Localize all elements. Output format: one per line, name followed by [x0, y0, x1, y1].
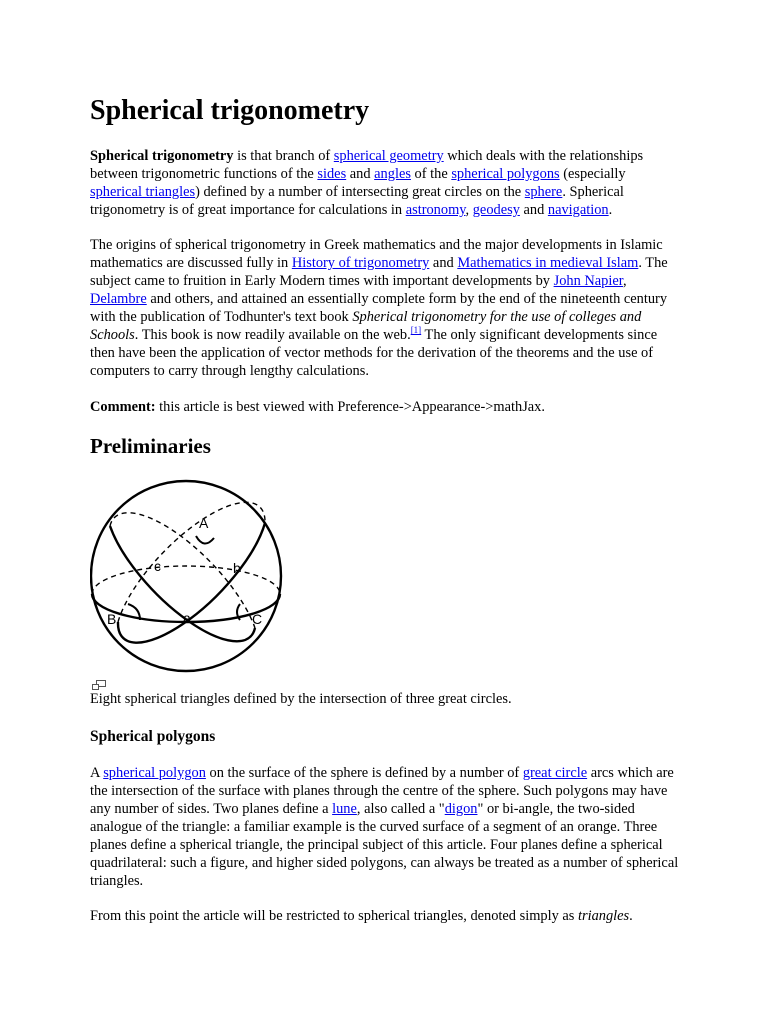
- intro-paragraph: Spherical trigonometry is that branch of spherical geometry which deals with the relationships between trigonometric functions of the sides and angles of the spherical polygons (especially spherical triangles) defined by a number of intersecting great circles on the sphere. Spherical trigonometry is of great importance for calculations in astronomy, geodesy and navigation.: [90, 148, 644, 218]
- figure-caption: Eight spherical triangles defined by the intersection of three great circles.: [90, 691, 512, 707]
- link-sides[interactable]: sides: [317, 166, 347, 182]
- angle-arc-c: [237, 604, 240, 620]
- great-circle-ab-front-arc: [118, 523, 265, 643]
- triangles-emphasis: triangles: [577, 908, 630, 924]
- comment-paragraph: Comment: this article is best viewed with Preference->Appearance->mathJax.: [90, 399, 545, 415]
- link-spherical-geometry[interactable]: spherical geometry: [333, 148, 444, 164]
- link-spherical-polygons[interactable]: spherical polygons: [451, 166, 560, 182]
- vertex-label-c: C: [252, 611, 263, 627]
- reference-link[interactable]: [1]: [410, 325, 422, 336]
- section-heading-spherical-polygons: Spherical polygons: [90, 728, 216, 745]
- section-heading-preliminaries: Preliminaries: [90, 434, 211, 458]
- side-label-b: b: [233, 560, 241, 576]
- link-spherical-polygon[interactable]: spherical polygon: [103, 765, 206, 781]
- restriction-paragraph: From this point the article will be restricted to spherical triangles, denoted simply as triangles.: [90, 908, 633, 924]
- link-astronomy[interactable]: astronomy: [405, 202, 466, 218]
- link-history-of-trigonometry[interactable]: History of trigonometry: [291, 255, 430, 271]
- polygons-paragraph: A spherical polygon on the surface of the sphere is defined by a number of great circle arcs which are the intersection of the surface with planes through the centre of the sphere. Such polygons may have any number of sides. Two planes define a lune, also called a "digon" or bi-angle, the two-sided analogue of the triangle: a familiar example is the curved surface of a segment of an orange. Three planes define a spherical triangle, the principal subject of this article. Four planes define a spherical quadrilateral: such a figure, and higher sided polygons, can always be treated as a number of spherical triangles.: [90, 765, 679, 889]
- comment-label: Comment:: [90, 399, 156, 415]
- great-circle-bc-back: [92, 566, 280, 594]
- intro-term: Spherical trigonometry: [90, 148, 234, 164]
- sphere-outline: [91, 481, 281, 671]
- link-john-napier[interactable]: John Napier: [553, 273, 623, 289]
- origins-paragraph: The origins of spherical trigonometry in Greek mathematics and the major developments in Islamic mathematics are discussed fully in History of trigonometry and Mathematics in medieval Islam. The subject came to fruition in Early Modern times with important developments by John Napier, Delambre and others, and attained an essentially complete form by the end of the nineteenth century with the publication of Todhunter's text book Spherical trigonometry for the use of colleges and Schools. This book is now readily available on the web.[1] The only significant developments since then have been the application of vector methods for the derivation of the theorems and the use of computers to carry through lengthy calculations.: [90, 237, 668, 379]
- link-sphere[interactable]: sphere: [524, 184, 563, 200]
- side-label-a: a: [183, 610, 191, 626]
- side-label-c: c: [154, 558, 161, 574]
- book-title: Spherical trigonometry for the use of colleges and Schools: [90, 309, 642, 343]
- link-mathematics-in-medieval-islam[interactable]: Mathematics in medieval Islam: [457, 255, 639, 271]
- link-lune[interactable]: lune: [332, 801, 357, 817]
- link-angles[interactable]: angles: [374, 166, 411, 182]
- link-navigation[interactable]: navigation: [547, 202, 609, 218]
- link-great-circle[interactable]: great circle: [522, 765, 588, 781]
- spherical-triangles-figure[interactable]: [90, 476, 290, 676]
- magnify-icon[interactable]: [92, 680, 106, 690]
- link-delambre[interactable]: Delambre: [90, 291, 147, 307]
- vertex-label-b: B: [107, 611, 117, 627]
- link-digon[interactable]: digon: [444, 801, 478, 817]
- link-spherical-triangles[interactable]: spherical triangles: [90, 184, 196, 200]
- angle-arc-a: [196, 536, 214, 544]
- link-geodesy[interactable]: geodesy: [472, 202, 520, 218]
- page-title: Spherical trigonometry: [90, 95, 370, 126]
- vertex-label-a: A: [199, 515, 209, 531]
